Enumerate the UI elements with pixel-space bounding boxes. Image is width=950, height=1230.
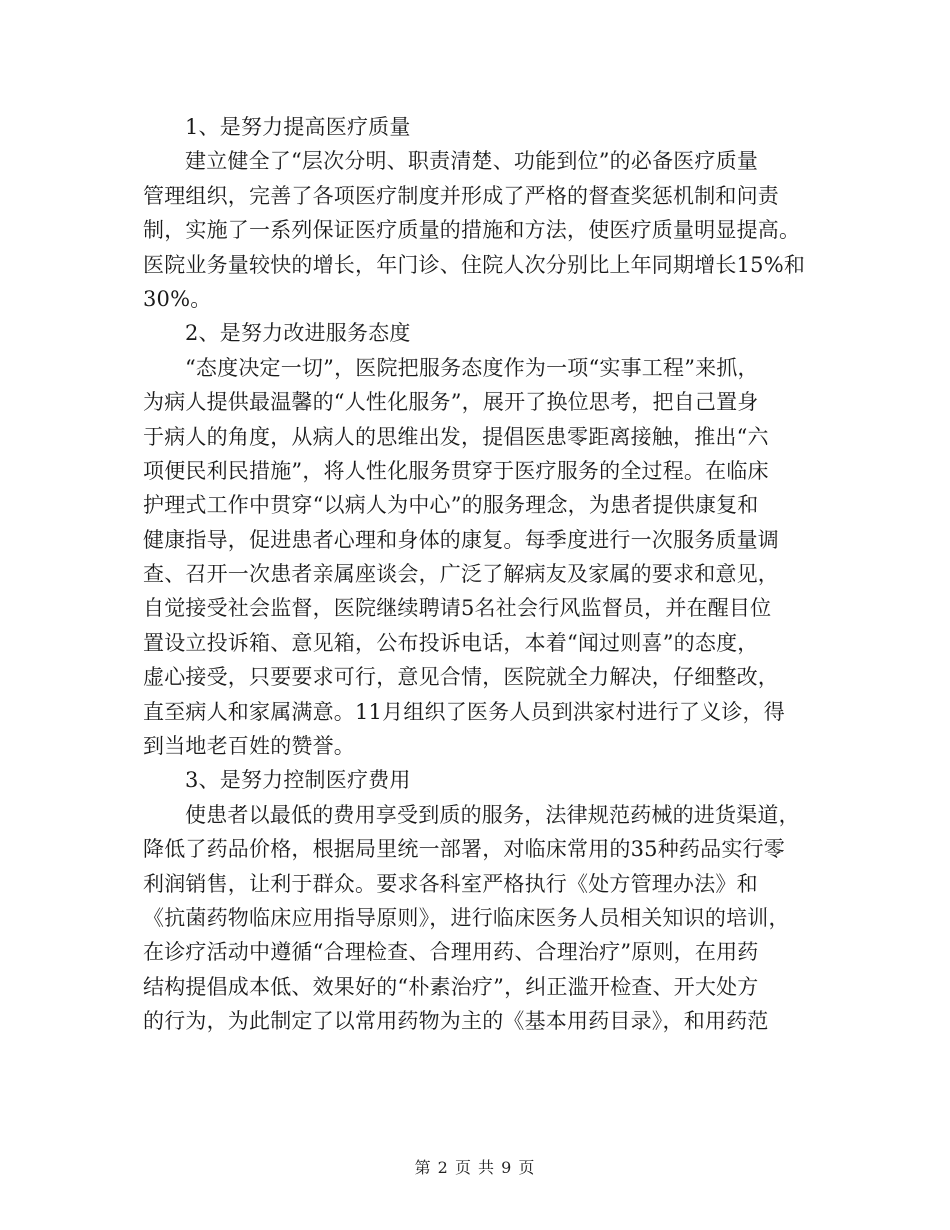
text-line: 利润销售，让利于群众。要求各科室严格执行《处方管理办法》和 [143, 871, 758, 896]
text-line: 30%。 [143, 286, 212, 311]
text-line: 的行为，为此制定了以常用药物为主的《基本用药目录》，和用药范 [143, 1009, 769, 1034]
text-line: 为病人提供最温馨的“人性化服务”，展开了换位思考，把自己置身 [143, 390, 759, 415]
text-line: 在诊疗活动中遵循“合理检查、合理用药、合理治疗”原则，在用药 [143, 940, 759, 965]
text-line: 直至病人和家属满意。11月组织了医务人员到洪家村进行了义诊，得 [143, 699, 785, 724]
text-line: 建立健全了“层次分明、职责清楚、功能到位”的必备医疗质量 [185, 149, 759, 174]
text-line: 制，实施了一系列保证医疗质量的措施和方法，使医疗质量明显提高。 [143, 218, 801, 243]
text-line: 2、是努力改进服务态度 [185, 321, 411, 346]
text-line: 护理式工作中贯穿“以病人为中心”的服务理念，为患者提供康复和 [143, 493, 759, 518]
text-line: 降低了药品价格，根据局里统一部署，对临床常用的35种药品实行零 [143, 837, 785, 862]
text-line: 到当地老百姓的赞誉。 [143, 734, 355, 759]
text-line: 自觉接受社会监督，医院继续聘请5名社会行风监督员，并在醒目位 [143, 596, 772, 621]
document-body [143, 110, 809, 1039]
text-line: 虚心接受，只要要求可行，意见合情，医院就全力解决，仔细整改， [143, 665, 779, 690]
text-line: 1、是努力提高医疗质量 [185, 115, 411, 139]
page-footer: 第 2 页 共 9 页 [414, 1158, 536, 1177]
text-line: 查、召开一次患者亲属座谈会，广泛了解病友及家属的要求和意见， [143, 562, 779, 587]
text-line: 健康指导，促进患者心理和身体的康复。每季度进行一次服务质量调 [143, 527, 779, 552]
text-line: 医院业务量较快的增长，年门诊、住院人次分别比上年同期增长15%和 [143, 252, 806, 277]
text-line: 管理组织，完善了各项医疗制度并形成了严格的督查奖惩机制和问责 [143, 183, 779, 208]
text-line: 项便民利民措施”，将人性化服务贯穿于医疗服务的全过程。在临床 [143, 458, 769, 483]
text-line: 3、是努力控制医疗费用 [185, 768, 411, 793]
text-line: “态度决定一切”，医院把服务态度作为一项“实事工程”来抓， [185, 355, 759, 380]
text-line: 《抗菌药物临床应用指导原则》，进行临床医务人员相关知识的培训， [143, 905, 790, 930]
text-line: 结构提倡成本低、效果好的“朴素治疗”，纠正滥开检查、开大处方 [143, 974, 759, 999]
text-line: 置设立投诉箱、意见箱，公布投诉电话，本着“闻过则喜”的态度， [143, 630, 759, 655]
text-line: 于病人的角度，从病人的思维出发，提倡医患零距离接触，推出“六 [143, 424, 769, 449]
text-line: 使患者以最低的费用享受到质的服务，法律规范药械的进货渠道， [185, 802, 800, 827]
